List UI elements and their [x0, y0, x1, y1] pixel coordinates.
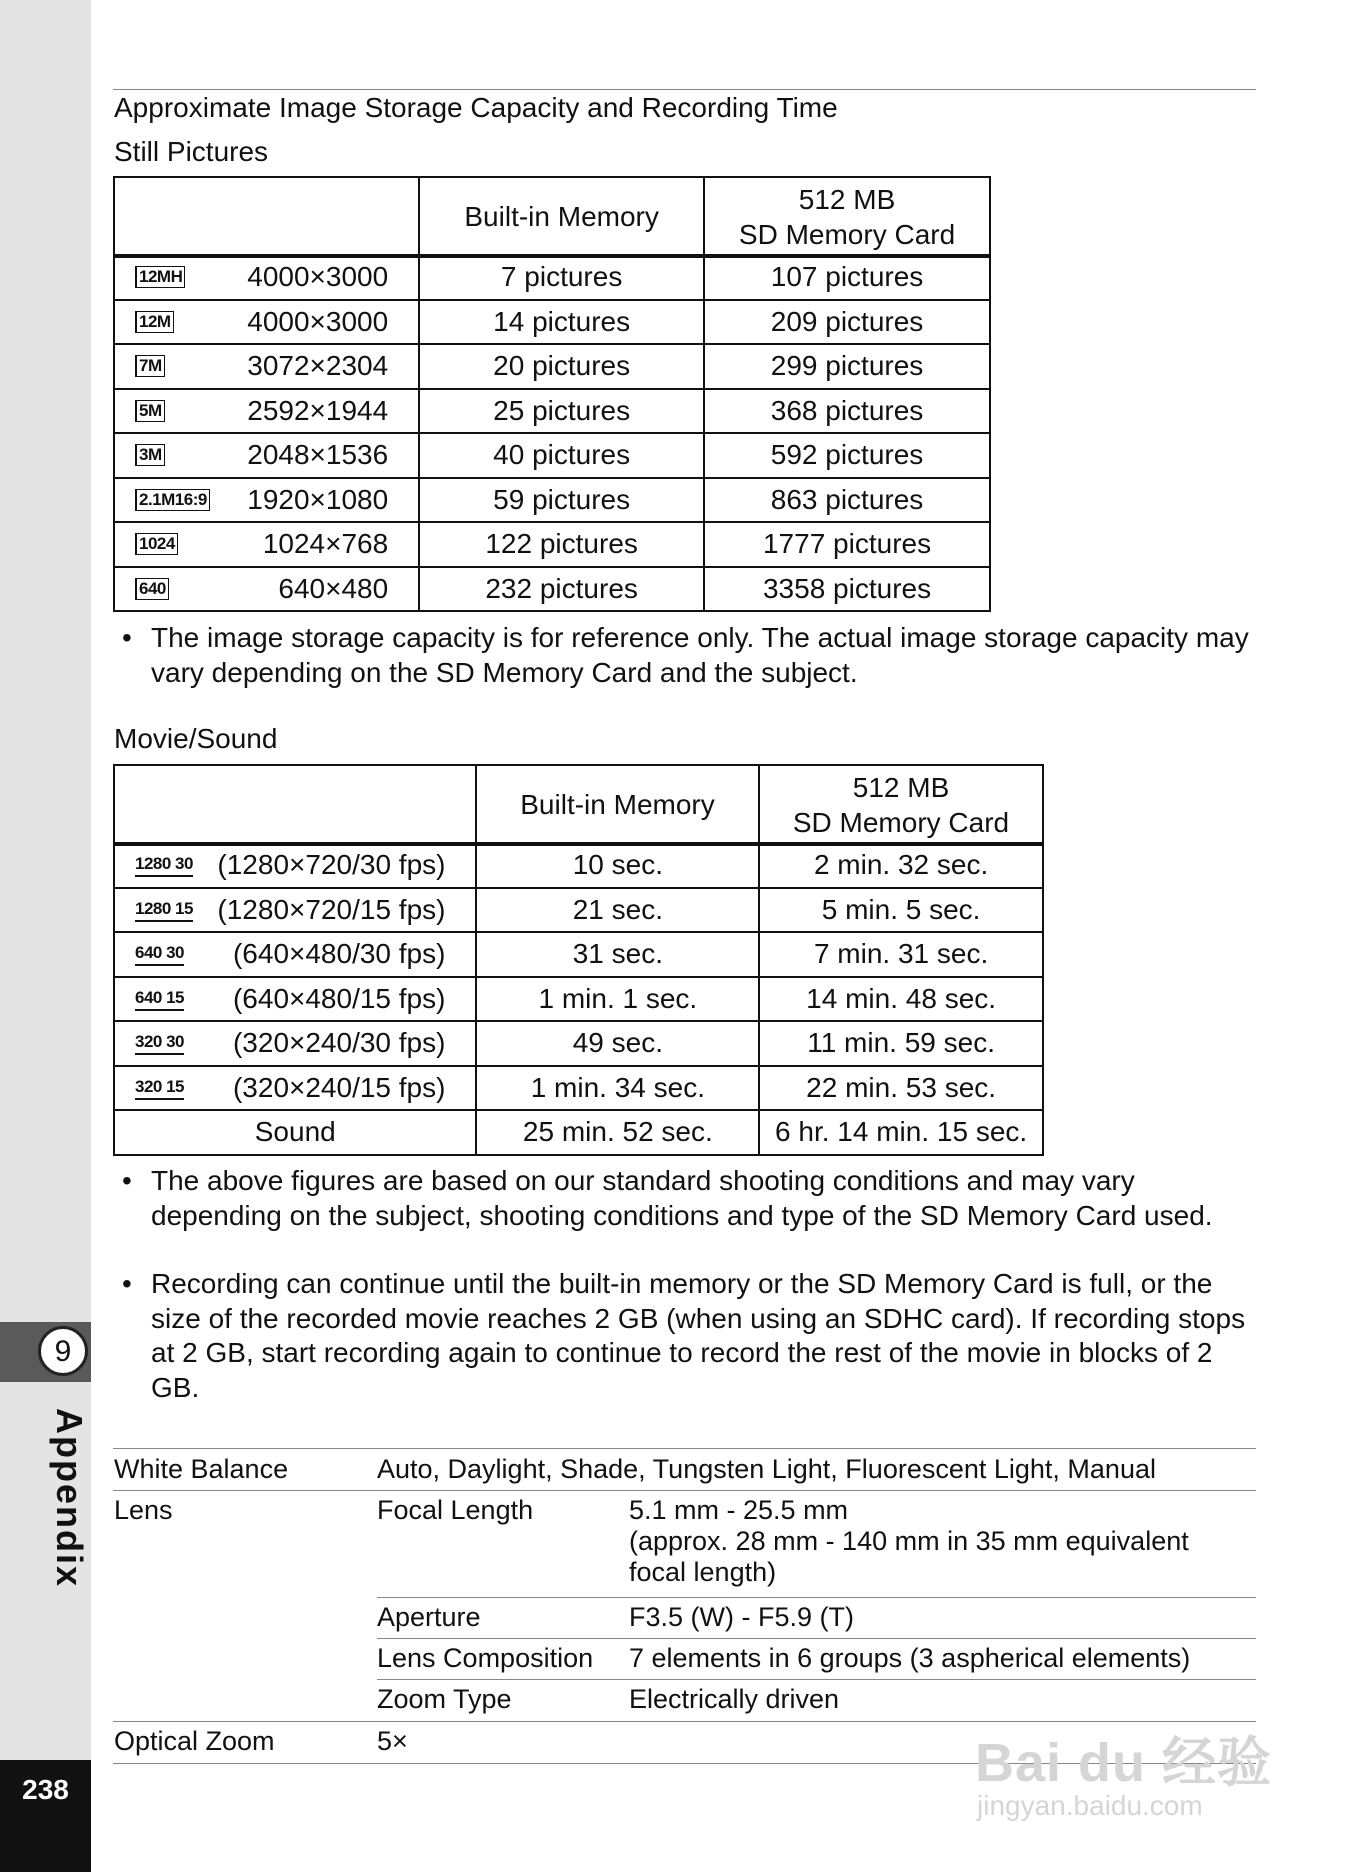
movie-mode-icon: 640 30: [135, 942, 184, 966]
table-row: [114, 433, 990, 478]
watermark-url: jingyan.baidu.com: [977, 1790, 1203, 1821]
spec-table: [113, 1448, 1256, 1764]
header-sd-capacity: 512 MB: [852, 772, 950, 803]
builtin-duration: 21 sec.: [476, 888, 759, 933]
sd-duration: 11 min. 59 sec.: [759, 1021, 1043, 1066]
watermark-logo: Bai du 经验: [975, 1733, 1273, 1793]
resolution-value: 2592×1944: [247, 394, 389, 426]
resolution-value: 3072×2304: [247, 350, 389, 382]
header-builtin: Built-in Memory: [419, 177, 704, 257]
spec-row-aperture: [377, 1597, 1256, 1638]
builtin-capacity: 59 pictures: [419, 478, 704, 523]
movie-mode-cell: [114, 977, 476, 1022]
resolution-icon: 1024: [135, 533, 178, 555]
resolution-icon: 640: [135, 578, 169, 600]
page-number: 238: [22, 1774, 69, 1805]
sidebar: [0, 0, 91, 1872]
spec-value: 5.1 mm - 25.5 mm: [629, 1495, 849, 1525]
still-note: [122, 621, 1260, 690]
table-row: [114, 522, 990, 567]
header-sd-card: SD Memory Card: [792, 807, 1010, 838]
builtin-duration: 1 min. 34 sec.: [476, 1066, 759, 1111]
spec-sublabel: Lens Composition: [377, 1643, 594, 1673]
resolution-cell: [114, 567, 419, 612]
movie-mode-value: (640×480/15 fps): [232, 982, 446, 1014]
builtin-capacity: 7 pictures: [419, 255, 704, 300]
movie-capacity-table: [113, 764, 1044, 846]
movie-note-text: Recording can continue until the built-in memory or the SD Memory Card is full, or the size of the recorded movie reaches 2 GB (when using an SDHC card). If recording stops at 2 GB, start recording again to continue to record the rest of the movie in blocks of 2 GB.: [151, 1268, 1246, 1403]
builtin-capacity: 25 pictures: [419, 389, 704, 434]
header-sd: [759, 765, 1043, 845]
movie-note-text: The above figures are based on our standard shooting conditions and may vary depending on the subject, shooting conditions and type of the SD Memory Card used.: [151, 1165, 1213, 1231]
resolution-cell: [114, 389, 419, 434]
resolution-icon: 3M: [135, 444, 165, 466]
bullet-dot: •: [122, 1165, 132, 1196]
movie-mode-icon: 640 15: [135, 987, 184, 1011]
table-row: [114, 389, 990, 434]
table-header-row: [114, 765, 1043, 845]
movie-mode-value: (640×480/30 fps): [232, 938, 446, 970]
resolution-cell: [114, 478, 419, 523]
table-row: [114, 1066, 1043, 1111]
spec-value: 5×: [377, 1726, 408, 1756]
table-row: [114, 888, 1043, 933]
resolution-cell: [114, 433, 419, 478]
spec-value: Auto, Daylight, Shade, Tungsten Light, Fluorescent Light, Manual: [377, 1454, 1156, 1484]
table-row: [114, 932, 1043, 977]
sd-capacity: 1777 pictures: [704, 522, 990, 567]
sd-capacity: 3358 pictures: [704, 567, 990, 612]
table-row: [114, 567, 990, 612]
resolution-icon: 7M: [135, 355, 165, 377]
spec-value: F3.5 (W) - F5.9 (T): [629, 1602, 854, 1632]
builtin-duration: 25 min. 52 sec.: [476, 1110, 759, 1155]
resolution-icon: 12MH: [135, 266, 185, 288]
builtin-capacity: 40 pictures: [419, 433, 704, 478]
spec-value: Electrically driven: [629, 1684, 840, 1714]
spec-row-lens-composition: [377, 1638, 1256, 1679]
sound-label: Sound: [114, 1110, 476, 1155]
sd-capacity: 209 pictures: [704, 300, 990, 345]
resolution-value: 4000×3000: [247, 261, 389, 293]
spec-value: 7 elements in 6 groups (3 aspherical elements): [629, 1643, 1191, 1673]
builtin-duration: 49 sec.: [476, 1021, 759, 1066]
builtin-duration: 31 sec.: [476, 932, 759, 977]
spec-sublabel: Zoom Type: [377, 1684, 512, 1714]
sd-duration: 7 min. 31 sec.: [759, 932, 1043, 977]
movie-mode-icon: 320 30: [135, 1031, 184, 1055]
builtin-capacity: 122 pictures: [419, 522, 704, 567]
resolution-value: 2048×1536: [247, 439, 389, 471]
spec-sublabel: Aperture: [377, 1602, 481, 1632]
spec-row-focal-length: [113, 1490, 1256, 1597]
sd-capacity: 592 pictures: [704, 433, 990, 478]
builtin-duration: 1 min. 1 sec.: [476, 977, 759, 1022]
sound-row: [114, 1110, 1043, 1155]
movie-mode-value: (1280×720/15 fps): [217, 893, 446, 925]
builtin-duration: 10 sec.: [476, 843, 759, 888]
resolution-cell: [114, 522, 419, 567]
resolution-value: 640×480: [278, 572, 389, 604]
header-sd: [704, 177, 990, 257]
movie-sound-heading: Movie/Sound: [114, 723, 278, 754]
movie-mode-cell: [114, 1021, 476, 1066]
spec-row-white-balance: [113, 1448, 1256, 1490]
header-empty: [114, 765, 476, 845]
resolution-icon: 12M: [135, 311, 174, 333]
resolution-icon: 2.1M16:9: [135, 489, 210, 511]
movie-mode-value: (1280×720/30 fps): [217, 849, 446, 881]
still-pictures-heading: Still Pictures: [114, 136, 269, 167]
movie-mode-cell: [114, 843, 476, 888]
bullet-dot: •: [122, 622, 132, 653]
header-sd-card: SD Memory Card: [738, 219, 956, 250]
table-row: [114, 1021, 1043, 1066]
sd-capacity: 863 pictures: [704, 478, 990, 523]
movie-capacity-rows: [113, 842, 1044, 1156]
movie-mode-value: (320×240/15 fps): [232, 1071, 446, 1103]
still-capacity-rows: [113, 254, 991, 612]
movie-note-2: [122, 1267, 1260, 1405]
page-title: Approximate Image Storage Capacity and Recording Time: [114, 92, 838, 123]
sd-duration: 14 min. 48 sec.: [759, 977, 1043, 1022]
spec-label: White Balance: [114, 1454, 289, 1484]
sd-duration: 5 min. 5 sec.: [759, 888, 1043, 933]
header-sd-capacity: 512 MB: [798, 184, 896, 215]
top-rule: [113, 89, 1256, 90]
still-capacity-table: [113, 176, 991, 258]
movie-mode-icon: 1280 15: [135, 898, 193, 922]
spec-label: Lens: [114, 1495, 173, 1525]
movie-mode-cell: [114, 1066, 476, 1111]
still-note-text: The image storage capacity is for reference only. The actual image storage capacity may vary depending on the SD Memory Card and the subject.: [151, 622, 1249, 688]
sd-capacity: 107 pictures: [704, 255, 990, 300]
movie-mode-cell: [114, 888, 476, 933]
resolution-icon: 5M: [135, 400, 165, 422]
spec-label: Optical Zoom: [114, 1726, 275, 1756]
table-row: [114, 843, 1043, 888]
resolution-value: 1920×1080: [247, 483, 389, 515]
movie-mode-icon: 320 15: [135, 1076, 184, 1100]
spec-note: (approx. 28 mm - 140 mm in 35 mm equivalent focal length): [629, 1526, 1189, 1587]
header-builtin: Built-in Memory: [476, 765, 759, 845]
chapter-label: Appendix: [49, 1408, 90, 1589]
table-row: [114, 344, 990, 389]
spec-row-zoom-type: [377, 1679, 1256, 1721]
table-row: [114, 478, 990, 523]
spec-sublabel: Focal Length: [377, 1495, 534, 1525]
resolution-value: 1024×768: [262, 528, 389, 560]
builtin-capacity: 20 pictures: [419, 344, 704, 389]
sd-duration: 6 hr. 14 min. 15 sec.: [759, 1110, 1043, 1155]
resolution-cell: [114, 344, 419, 389]
sd-capacity: 299 pictures: [704, 344, 990, 389]
movie-mode-value: (320×240/30 fps): [232, 1027, 446, 1059]
movie-mode-cell: [114, 932, 476, 977]
builtin-capacity: 232 pictures: [419, 567, 704, 612]
movie-mode-icon: 1280 30: [135, 853, 193, 877]
header-empty: [114, 177, 419, 257]
builtin-capacity: 14 pictures: [419, 300, 704, 345]
table-row: [114, 977, 1043, 1022]
table-row: [114, 300, 990, 345]
sd-duration: 22 min. 53 sec.: [759, 1066, 1043, 1111]
movie-note-1: [122, 1164, 1260, 1233]
table-header-row: [114, 177, 990, 257]
sd-duration: 2 min. 32 sec.: [759, 843, 1043, 888]
resolution-cell: [114, 300, 419, 345]
sd-capacity: 368 pictures: [704, 389, 990, 434]
resolution-value: 4000×3000: [247, 305, 389, 337]
table-row: [114, 255, 990, 300]
resolution-cell: [114, 255, 419, 300]
chapter-number: 9: [38, 1326, 88, 1376]
bullet-dot: •: [122, 1268, 132, 1299]
